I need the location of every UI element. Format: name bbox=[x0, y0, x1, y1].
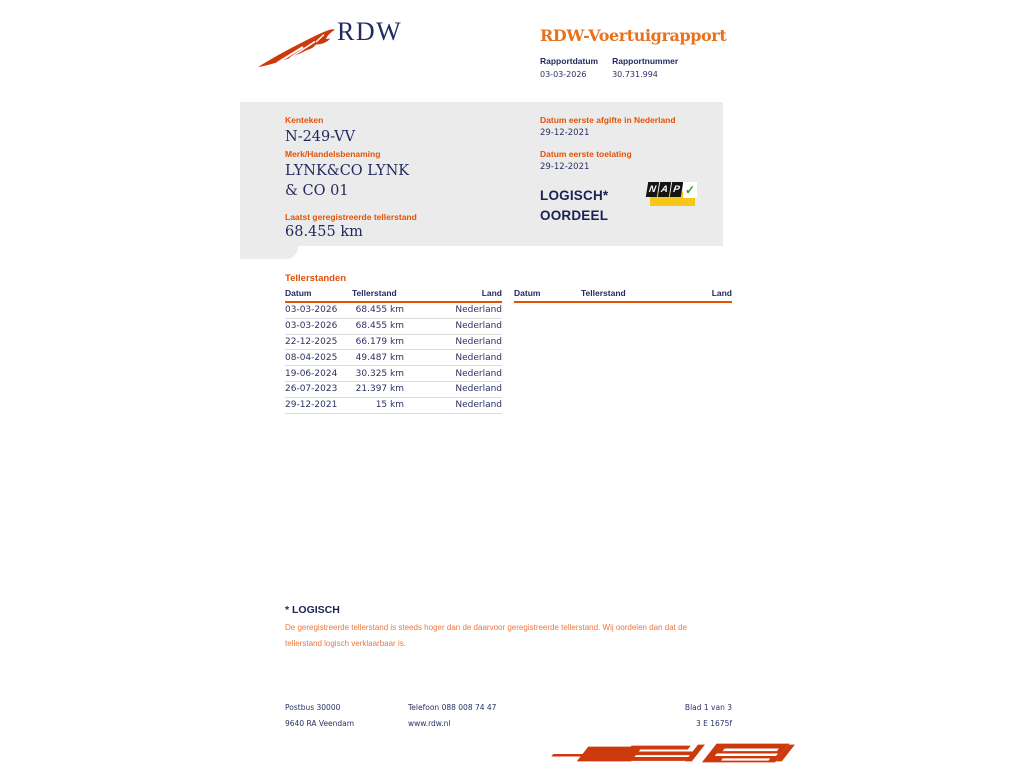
report-date-label: Rapportdatum bbox=[540, 56, 599, 66]
table-header bbox=[514, 288, 732, 303]
cell: 68.455 km bbox=[355, 305, 404, 316]
cell: Nederland bbox=[455, 321, 502, 332]
column-header-tellerstand: Tellerstand bbox=[352, 288, 397, 298]
cell: 29-12-2021 bbox=[285, 400, 338, 411]
column-header-land: Land bbox=[711, 288, 732, 298]
meter-reading-row bbox=[285, 335, 502, 351]
footer-page-info bbox=[600, 700, 732, 732]
meter-reading-row bbox=[285, 382, 502, 398]
meter-reading-row bbox=[285, 350, 502, 366]
cell: 03-03-2026 bbox=[285, 305, 338, 316]
meter-reading-row bbox=[285, 398, 502, 414]
cell: 21.397 km bbox=[355, 384, 404, 395]
first-issue-nl-label: Datum eerste afgifte in Nederland bbox=[540, 115, 676, 125]
last-odometer-value: 68.455 km bbox=[285, 224, 363, 240]
column-header-datum: Datum bbox=[514, 288, 541, 298]
verdict-text bbox=[540, 186, 608, 225]
nap-letter-a: A bbox=[658, 182, 671, 197]
license-plate-label: Kenteken bbox=[285, 115, 324, 125]
meter-reading-row bbox=[285, 319, 502, 335]
nap-letter-boxes bbox=[647, 182, 682, 197]
cell: Nederland bbox=[455, 352, 502, 363]
footer-form-code: 3 E 1675f bbox=[695, 719, 732, 728]
column-header-tellerstand: Tellerstand bbox=[581, 288, 626, 298]
report-number-label: Rapportnummer bbox=[612, 56, 679, 66]
cell: 08-04-2025 bbox=[285, 352, 338, 363]
report-date-value: 03-03-2026 bbox=[540, 70, 587, 79]
rdw-wing-logo-icon bbox=[257, 26, 335, 70]
verdict-line2: OORDEEL bbox=[540, 207, 609, 223]
footer-postbus: Postbus 30000 bbox=[285, 703, 341, 712]
report-number-field bbox=[612, 56, 678, 79]
cell: 03-03-2026 bbox=[285, 321, 338, 332]
cell: 19-06-2024 bbox=[285, 368, 338, 379]
license-plate-value: N-249-VV bbox=[285, 129, 356, 145]
footer-phone: Telefoon 088 008 74 47 bbox=[408, 703, 497, 712]
nap-logo bbox=[647, 182, 699, 209]
report-date-field bbox=[540, 56, 598, 79]
footer-city: 9640 RA Veendam bbox=[285, 719, 355, 728]
column-header-land: Land bbox=[481, 288, 502, 298]
table-body bbox=[285, 303, 502, 414]
nap-letter-p: P bbox=[670, 182, 683, 197]
make-model-label: Merk/Handelsbenaming bbox=[285, 149, 381, 159]
footer-contact bbox=[408, 700, 496, 732]
cell: 49.487 km bbox=[355, 352, 404, 363]
cell: Nederland bbox=[455, 368, 502, 379]
first-issue-nl-value: 29-12-2021 bbox=[540, 128, 590, 138]
cell: 15 km bbox=[375, 400, 404, 411]
make-model-value: LYNK&CO LYNK & CO 01 bbox=[285, 163, 410, 199]
rdw-stripes-graphic bbox=[543, 740, 795, 765]
meter-readings-table-left bbox=[285, 288, 502, 414]
verdict-line1: LOGISCH* bbox=[540, 188, 609, 203]
cell: Nederland bbox=[455, 384, 502, 395]
footer-address bbox=[285, 700, 354, 732]
meter-readings-title: Tellerstanden bbox=[285, 273, 347, 284]
report-number-value: 30.731.994 bbox=[612, 70, 658, 79]
cell: 30.325 km bbox=[355, 368, 404, 379]
cell: Nederland bbox=[455, 400, 502, 411]
cell: Nederland bbox=[455, 336, 502, 347]
meter-reading-row bbox=[285, 303, 502, 319]
report-title: RDW-Voertuigrapport bbox=[540, 26, 727, 45]
meter-reading-row bbox=[285, 366, 502, 382]
footer-website: www.rdw.nl bbox=[408, 719, 451, 728]
cell: 22-12-2025 bbox=[285, 336, 338, 347]
first-admission-value: 29-12-2021 bbox=[540, 162, 590, 172]
cell: 26-07-2023 bbox=[285, 384, 338, 395]
rdw-logo-text: RDW bbox=[337, 17, 403, 46]
report-meta bbox=[540, 56, 678, 79]
table-header bbox=[285, 288, 502, 303]
vehicle-summary-card bbox=[240, 102, 723, 246]
last-odometer-label: Laatst geregistreerde tellerstand bbox=[285, 212, 417, 222]
column-header-datum: Datum bbox=[285, 288, 312, 298]
cell: 66.179 km bbox=[355, 336, 404, 347]
cell: 68.455 km bbox=[355, 321, 404, 332]
first-admission-label: Datum eerste toelating bbox=[540, 149, 632, 159]
nap-checkmark-icon: ✓ bbox=[684, 183, 696, 197]
footer-page-number: Blad 1 van 3 bbox=[684, 703, 732, 712]
footnote-text: De geregistreerde tellerstand is steeds hoger dan de daarvoor geregistreerde tellerstand. Wij oordelen dan dat de tellerstand logisch verklaarbaar is. bbox=[285, 623, 688, 648]
meter-readings-table-right bbox=[514, 288, 732, 303]
cell: Nederland bbox=[455, 305, 502, 316]
nap-letter-n: N bbox=[646, 182, 659, 197]
footnote-title: * LOGISCH bbox=[285, 604, 340, 616]
